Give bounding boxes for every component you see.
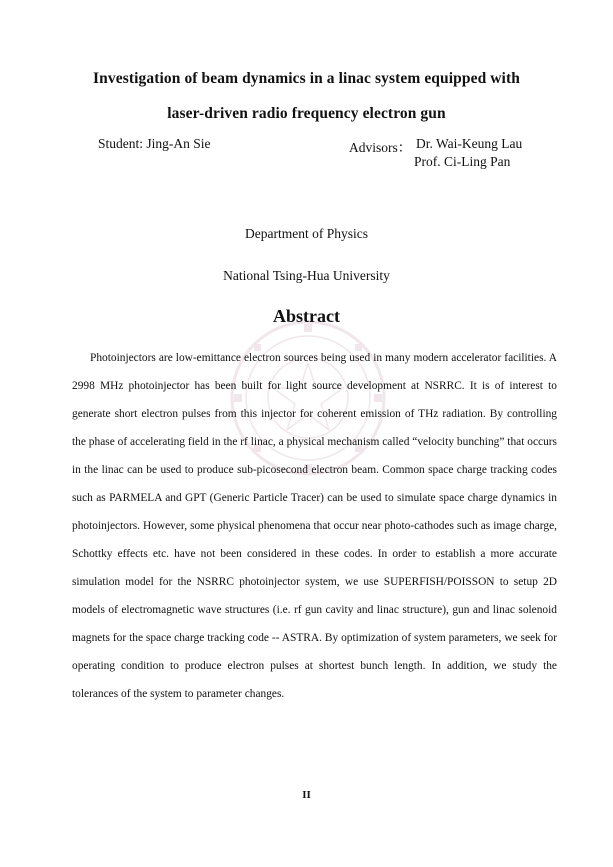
abstract-body: Photoinjectors are low-emittance electron sources being used in many modern accelerator facilities. A 2998 MHz photoinjector has been built for light source development at NSRRC. It is of interest to generate short electron pulses from this injector for coherent emission of THz radiation. By controlling the phase of accelerating field in the rf linac, a physical mechanism called “velocity bunching” that occurs in the linac can be used to produce sub-picosecond electron beam. Common space charge tracking codes such as PARMELA and GPT (Generic Particle Tracer) can be used to simulate space charge dynamics in photoinjectors. However, some physical phenomena that occur near photo-cathodes such as image charge, Schottky effects etc. have not been considered in these codes. In order to establish a more accurate simulation model for the NSRRC photoinjector system, we use SUPERFISH/POISSON to setup 2D models of electromagnetic wave structures (i.e. rf gun cavity and linac structure), gun and linac solenoid magnets for the space charge tracking code -- ASTRA. By optimization of system parameters, we seek for operating condition to produce electron pulses at shortest bunch length. In addition, we study the tolerances of the system to parameter changes. [72,352,557,700]
advisor-name-2: Prof. Ci-Ling Pan [414,154,511,169]
abstract-heading: Abstract [273,306,340,326]
advisors-label: Advisors： [349,140,412,155]
page-number: II [302,789,311,801]
title-line-2: laser-driven radio frequency electron gun [167,105,446,122]
university-name: National Tsing-Hua University [223,268,390,283]
advisor-name-1: Dr. Wai-Keung Lau [416,136,523,151]
department-name: Department of Physics [245,226,368,241]
title-line-1: Investigation of beam dynamics in a linac system equipped with [93,70,520,87]
student-name: Student: Jing-An Sie [98,136,211,151]
